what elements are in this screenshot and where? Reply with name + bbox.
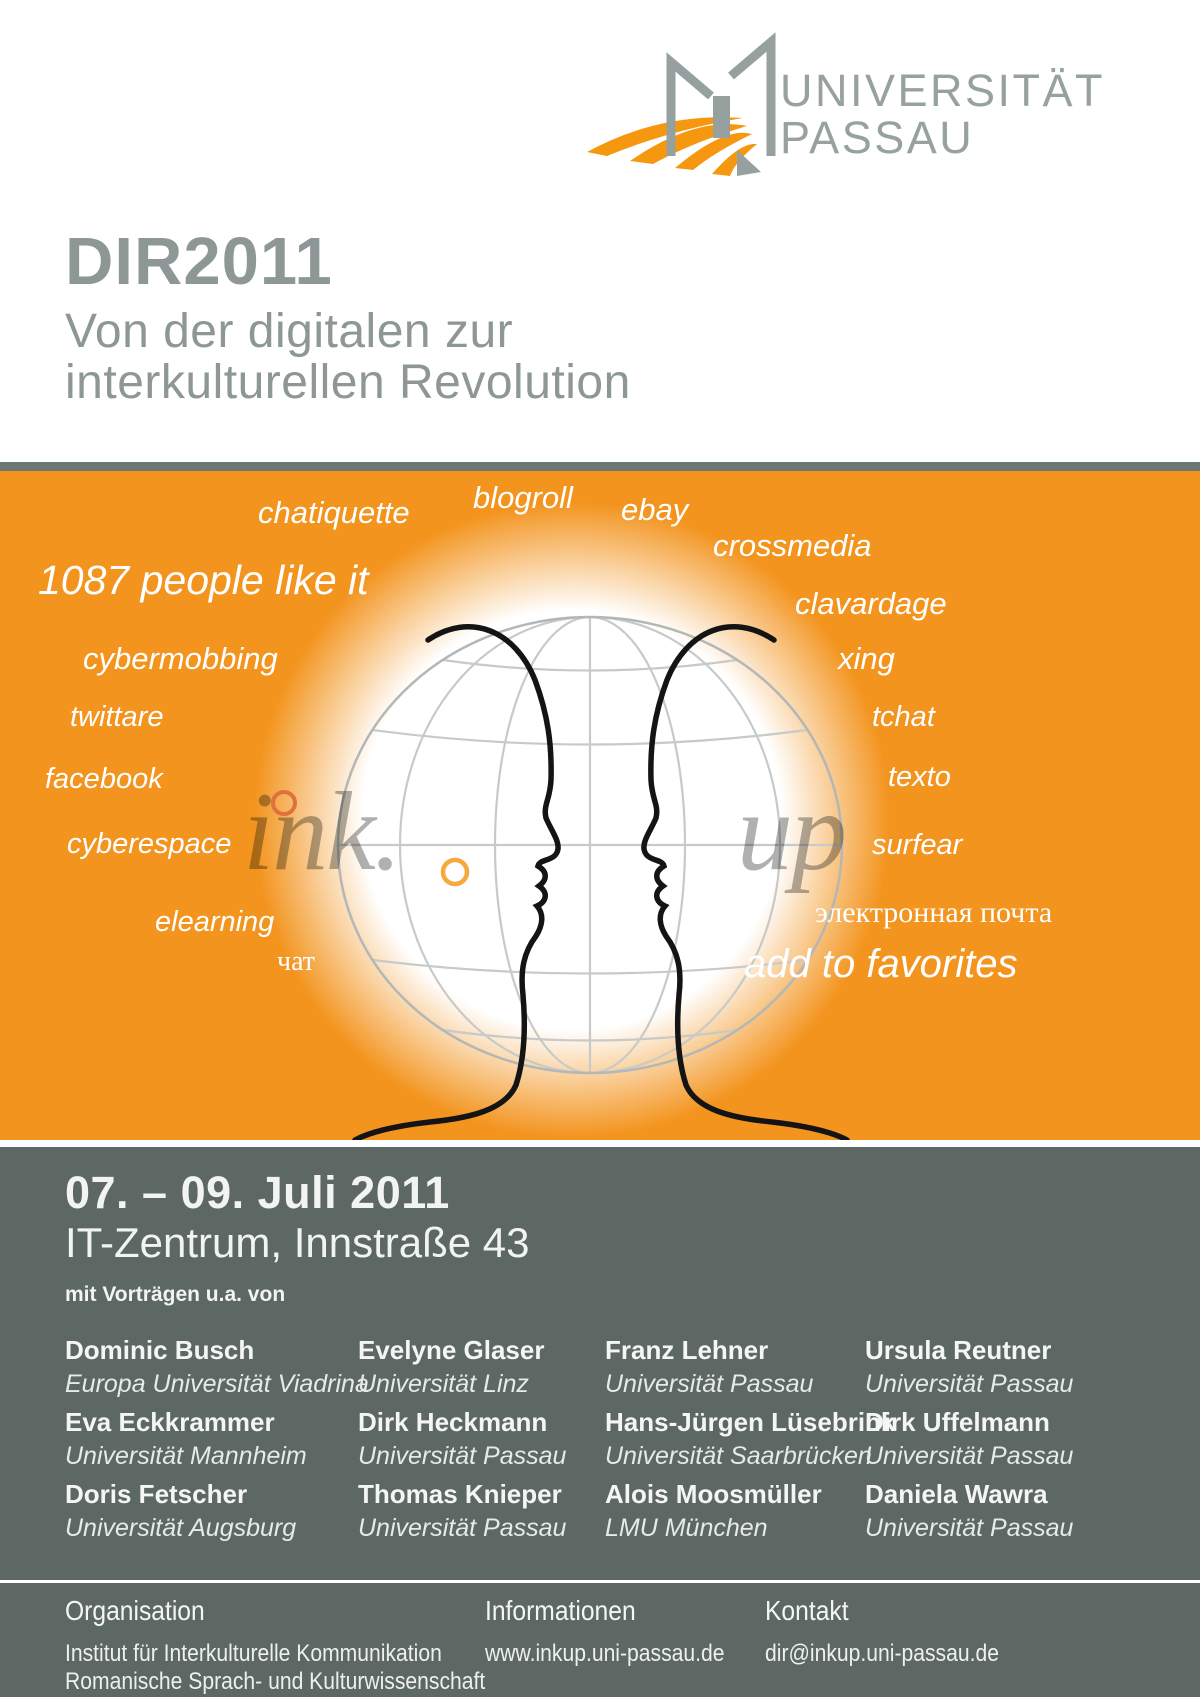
cloud-word: crossmedia xyxy=(713,528,872,563)
speaker-affiliation: Europa Universität Viadrina xyxy=(65,1370,369,1398)
speaker-entry xyxy=(605,1337,813,1397)
speaker-affiliation: Universität Linz xyxy=(358,1370,529,1398)
cloud-word: чат xyxy=(277,946,316,977)
cloud-word: tchat xyxy=(872,701,935,733)
speaker-name: Dirk Uffelmann xyxy=(865,1407,1050,1437)
cloud-word: xing xyxy=(838,641,895,676)
cloud-word: cybermobbing xyxy=(83,641,278,676)
speaker-name: Ursula Reutner xyxy=(865,1335,1052,1365)
cloud-word: clavardage xyxy=(795,586,947,621)
speaker-name: Daniela Wawra xyxy=(865,1479,1048,1509)
keyword-banner xyxy=(0,471,1200,1140)
info-section xyxy=(0,1147,1200,1697)
speaker-affiliation: Universität Passau xyxy=(358,1442,567,1470)
speaker-affiliation: Universität Augsburg xyxy=(65,1514,297,1542)
speaker-entry xyxy=(358,1409,566,1469)
cloud-word: elearning xyxy=(155,906,275,938)
speaker-affiliation: Universität Passau xyxy=(865,1442,1074,1470)
brand-up: up xyxy=(737,770,845,894)
speaker-entry xyxy=(865,1481,1073,1541)
footer-column-title: Informationen xyxy=(485,1595,636,1626)
footer-line: Romanische Sprach- und Kulturwissenschaft xyxy=(65,1668,486,1696)
title-block xyxy=(65,224,631,409)
speaker-entry xyxy=(65,1337,369,1397)
cloud-word: ebay xyxy=(621,492,689,527)
logo-line1: UNIVERSITÄT xyxy=(780,65,1106,116)
footer-line: Institut für Interkulturelle Kommunikation xyxy=(65,1640,442,1667)
cloud-word: 1087 people like it xyxy=(38,557,369,603)
speaker-affiliation: Universität Passau xyxy=(865,1370,1074,1398)
event-location: IT-Zentrum, Innstraße 43 xyxy=(65,1219,530,1266)
speaker-affiliation: Universität Passau xyxy=(358,1514,567,1542)
poster-subtitle-line1: Von der digitalen zur xyxy=(65,305,514,358)
header xyxy=(0,0,1200,462)
speaker-name: Thomas Knieper xyxy=(358,1479,562,1509)
speaker-affiliation: LMU München xyxy=(605,1514,768,1542)
speaker-entry xyxy=(865,1409,1073,1469)
cloud-word: texto xyxy=(888,761,951,793)
cloud-word: cyberespace xyxy=(67,828,232,860)
cloud-word: facebook xyxy=(45,763,163,795)
speaker-entry xyxy=(605,1409,895,1469)
brand-ink: ink. xyxy=(243,770,400,894)
poster-subtitle-line2: interkulturellen Revolution xyxy=(65,355,631,409)
divider-bar xyxy=(0,462,1200,471)
speaker-entry xyxy=(65,1409,307,1469)
speaker-entry xyxy=(358,1337,544,1397)
footer-line: dir@inkup.uni-passau.de xyxy=(765,1640,999,1667)
cloud-word: blogroll xyxy=(473,480,573,515)
poster-title: DIR2011 xyxy=(65,224,333,299)
speaker-name: Eva Eckkrammer xyxy=(65,1407,275,1437)
footer-column-title: Organisation xyxy=(65,1595,205,1626)
footer-column xyxy=(485,1597,724,1668)
cloud-word: surfear xyxy=(872,829,963,861)
speaker-name: Dirk Heckmann xyxy=(358,1407,548,1437)
cloud-word: add to favorites xyxy=(744,942,1018,986)
speaker-name: Doris Fetscher xyxy=(65,1479,248,1509)
logo-line2: PASSAU xyxy=(780,111,975,163)
speaker-entry xyxy=(358,1481,566,1541)
footer-column-title: Kontakt xyxy=(765,1595,849,1626)
speaker-name: Alois Moosmüller xyxy=(605,1479,822,1509)
cloud-word: chatiquette xyxy=(258,495,410,530)
footer-line: www.inkup.uni-passau.de xyxy=(485,1640,725,1667)
speaker-affiliation: Universität Passau xyxy=(605,1370,814,1398)
speaker-entry xyxy=(65,1481,296,1541)
with-talks-label: mit Vorträgen u.a. von xyxy=(65,1283,286,1306)
speaker-affiliation: Universität Passau xyxy=(865,1514,1074,1542)
speaker-affiliation: Universität Mannheim xyxy=(65,1442,307,1470)
footer-separator xyxy=(0,1580,1200,1583)
university-passau-logo-text xyxy=(780,65,1106,163)
cloud-word: twittare xyxy=(70,701,164,733)
footer-column xyxy=(765,1597,999,1668)
white-gap xyxy=(0,1140,1200,1147)
event-date: 07. – 09. Juli 2011 xyxy=(65,1167,450,1218)
speaker-name: Dominic Busch xyxy=(65,1335,255,1365)
university-passau-logo-icon xyxy=(575,30,795,180)
speaker-entry xyxy=(605,1481,822,1541)
footer-column xyxy=(65,1597,485,1697)
speaker-name: Franz Lehner xyxy=(605,1335,769,1365)
speaker-entry xyxy=(865,1337,1073,1397)
speaker-name: Hans-Jürgen Lüsebrink xyxy=(605,1407,896,1437)
cloud-word: электронная почта xyxy=(815,896,1053,929)
speaker-name: Evelyne Glaser xyxy=(358,1335,545,1365)
speaker-affiliation: Universität Saarbrücken xyxy=(605,1442,872,1470)
